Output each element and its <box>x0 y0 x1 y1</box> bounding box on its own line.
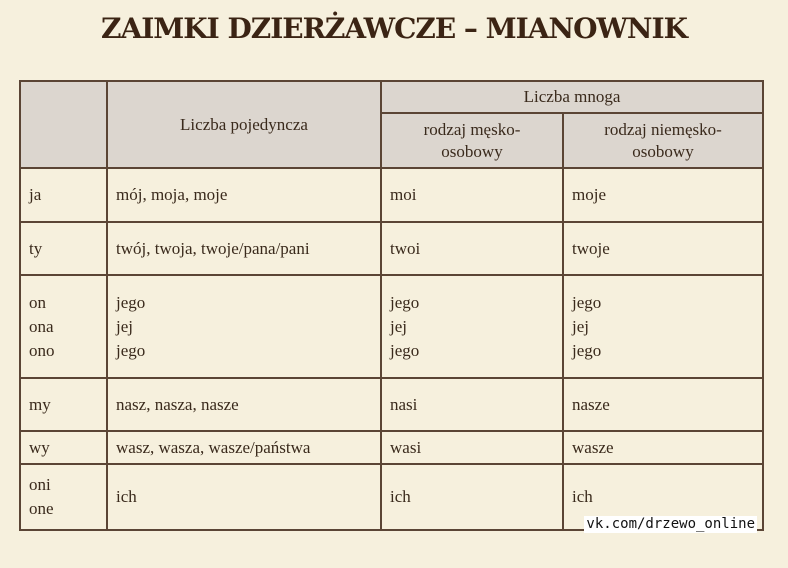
header-line: osobowy <box>441 141 503 161</box>
cell-line: nasz, nasza, nasze <box>116 394 239 414</box>
cell-line: twoi <box>390 238 421 258</box>
cell-line: jego <box>572 292 602 312</box>
cell-line: jej <box>116 316 133 336</box>
cell-pronoun <box>20 464 107 530</box>
cell-non-masc-personal <box>563 378 763 431</box>
cell-non-masc-personal <box>563 168 763 222</box>
cell-line: one <box>29 499 54 518</box>
header-line: rodzaj męsko- <box>423 119 521 139</box>
cell-line: ona <box>29 316 54 336</box>
cell-line: ono <box>29 340 55 360</box>
cell-non-masc-personal <box>563 222 763 275</box>
cell-pronoun <box>20 275 107 378</box>
cell-singular <box>107 431 381 464</box>
table-row <box>20 378 763 431</box>
cell-line: my <box>29 394 51 414</box>
cell-pronoun <box>20 431 107 464</box>
cell-masc-personal <box>381 275 563 378</box>
cell-line: wy <box>29 437 50 457</box>
pronoun-table <box>19 80 764 531</box>
cell-non-masc-personal <box>563 431 763 464</box>
header-line: rodzaj niemęsko- <box>604 119 722 139</box>
cell-non-masc-personal <box>563 275 763 378</box>
cell-singular <box>107 168 381 222</box>
cell-singular <box>107 378 381 431</box>
cell-masc-personal <box>381 431 563 464</box>
cell-line: nasze <box>572 394 610 414</box>
cell-line: jego <box>116 292 146 312</box>
cell-line: jej <box>390 316 407 336</box>
header-corner <box>20 81 107 168</box>
cell-line: ich <box>116 487 137 506</box>
cell-masc-personal <box>381 378 563 431</box>
page-title: ZAIMKI DZIERŻAWCZE – MIANOWNIK <box>101 12 687 45</box>
cell-line: jego <box>390 292 420 312</box>
header-plural: Liczba mnoga <box>381 81 763 113</box>
cell-singular <box>107 222 381 275</box>
cell-masc-personal <box>381 168 563 222</box>
cell-pronoun <box>20 222 107 275</box>
header-line: osobowy <box>632 141 694 161</box>
table-row <box>20 168 763 222</box>
cell-line: nasi <box>390 394 418 414</box>
cell-line: twoje <box>572 238 610 258</box>
header-non-masc-personal <box>563 113 763 168</box>
cell-masc-personal <box>381 464 563 530</box>
table-body <box>20 168 763 530</box>
table-row <box>20 431 763 464</box>
cell-pronoun <box>20 168 107 222</box>
cell-line: ich <box>572 487 593 506</box>
cell-masc-personal <box>381 222 563 275</box>
cell-line: wasi <box>390 437 422 457</box>
cell-line: moje <box>572 185 606 204</box>
cell-line: on <box>29 292 46 312</box>
cell-singular <box>107 275 381 378</box>
cell-line: oni <box>29 475 51 494</box>
cell-line: jego <box>390 340 420 360</box>
cell-line: mój, moja, moje <box>116 185 228 204</box>
cell-line: jego <box>572 340 602 360</box>
cell-line: twój, twoja, twoje/pana/pani <box>116 238 310 258</box>
cell-line: ich <box>390 487 411 506</box>
table-row <box>20 275 763 378</box>
cell-line: ty <box>29 238 43 258</box>
cell-line: jej <box>572 316 589 336</box>
cell-pronoun <box>20 378 107 431</box>
cell-line: ja <box>29 185 42 204</box>
cell-line: moi <box>390 185 417 204</box>
cell-singular <box>107 464 381 530</box>
watermark-text: vk.com/drzewo_online <box>586 516 755 532</box>
table-row <box>20 222 763 275</box>
cell-line: jego <box>116 340 146 360</box>
header-row-top <box>20 81 763 113</box>
cell-line: wasz, wasza, wasze/państwa <box>116 437 311 457</box>
header-singular: Liczba pojedyncza <box>107 81 381 168</box>
cell-line: wasze <box>572 437 614 457</box>
header-masc-personal <box>381 113 563 168</box>
